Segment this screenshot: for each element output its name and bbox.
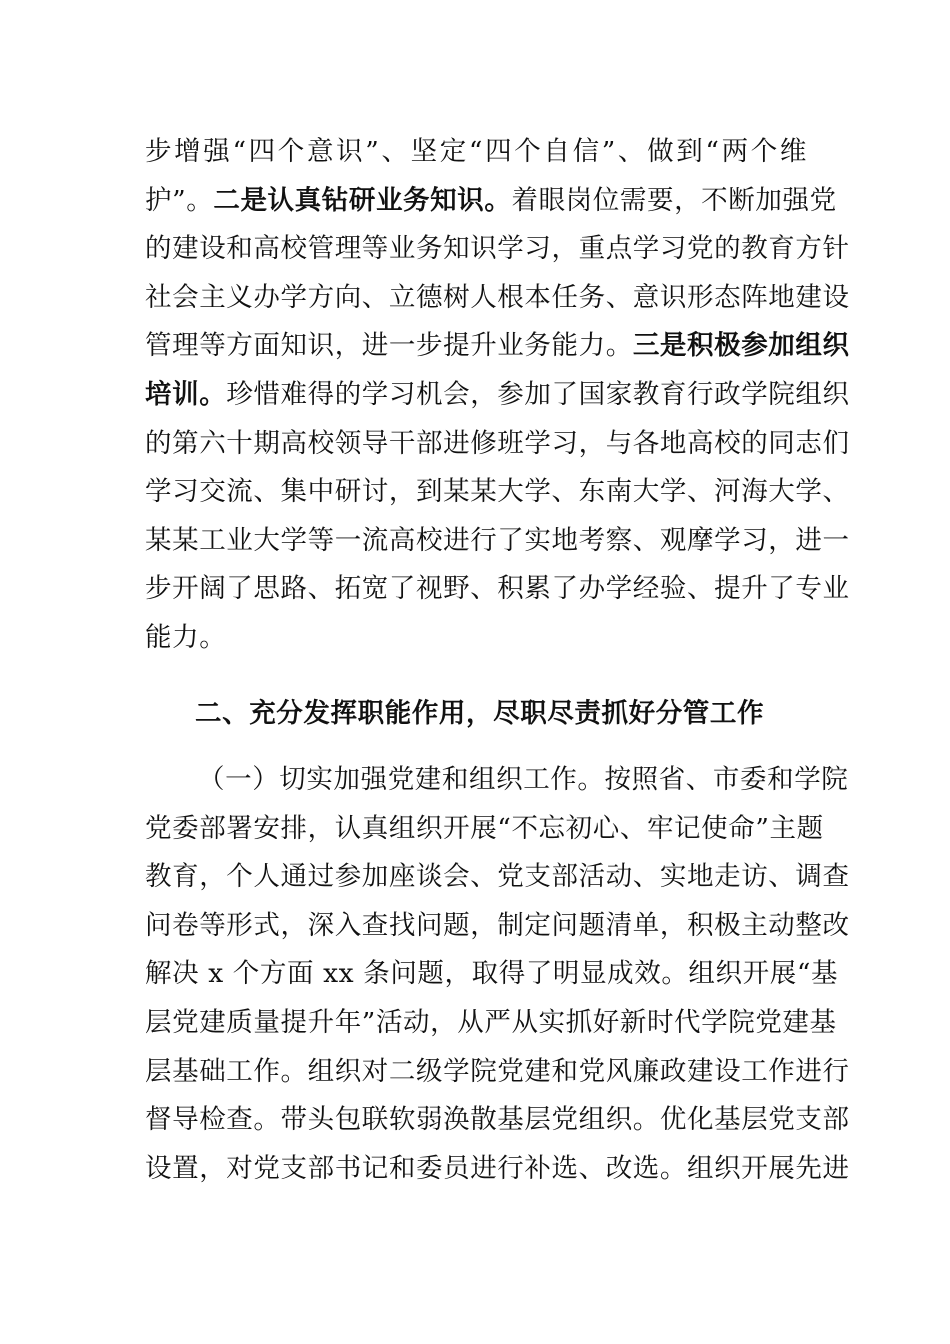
text-line [145,517,850,566]
text-segment: 的第六十期高校领导干部进修班学习，与各地高校的同志们 [145,427,850,459]
text-segment: 社会主义办学方向、立德树人根本任务、意识形态阵地建设 [145,281,850,313]
text-line [145,902,850,951]
text-line [145,805,824,854]
paragraph-party-building [145,756,850,1193]
text-segment: 层基础工作。组织对二级学院党建和党风廉政建设工作进行 [145,1055,850,1087]
text-line [145,565,850,614]
paragraph-study-training [145,128,850,663]
text-segment: 设置，对党支部书记和委员进行补选、改选。组织开展先进 [145,1152,850,1184]
text-line [145,177,837,226]
text-line [145,1145,850,1194]
section-heading-two: 二、充分发挥职能作用，尽职尽责抓好分管工作 [195,698,765,729]
text-segment: 护”。 [145,184,214,216]
text-line [145,322,850,371]
text-line [145,614,807,663]
text-segment: 步开阔了思路、拓宽了视野、积累了办学经验、提升了专业 [145,573,850,605]
text-segment: （一）切实加强党建和组织工作。按照省、市委和学院 [198,764,849,795]
text-segment: 着眼岗位需要，不断加强党 [511,184,837,216]
text-segment: 问卷等形式，深入查找问题，制定问题清单，积极主动整改 [145,909,850,941]
text-line [145,274,850,323]
text-segment: 珍惜难得的学习机会，参加了国家教育行政学院组织 [226,378,850,410]
text-segment: 督导检查。带头包联软弱涣散基层党组织。优化基层党支部 [145,1104,850,1136]
text-line [145,128,807,177]
text-line [145,420,850,469]
text-segment: 的建设和高校管理等业务知识学习，重点学习党的教育方针 [145,233,850,265]
bold-text-segment: 二是认真钻研业务知识。 [213,184,512,216]
text-line [145,853,850,902]
bold-text-segment: 培训。 [145,378,227,410]
text-segment: 层党建质量提升年”活动，从严从实抓好新时代学院党建基 [145,1006,837,1038]
text-line [145,756,849,805]
text-segment: 某某工业大学等一流高校进行了实地考察、观摩学习，进一 [145,524,850,556]
text-segment: 党委部署安排，认真组织开展“不忘初心、牢记使命”主题 [145,812,824,844]
text-segment: 解决 x 个方面 xx 条问题，取得了明显成效。组织开展“基 [145,958,839,990]
text-segment: 管理等方面知识，进一步提升业务能力。 [145,330,633,362]
text-segment: 步增强“四个意识”、坚定“四个自信”、做到“两个维 [145,136,807,167]
text-segment: 能力。 [145,621,227,653]
text-segment: 学习交流、集中研讨，到某某大学、东南大学、河海大学、 [145,476,850,508]
text-line [145,1096,850,1145]
text-line [145,950,839,999]
bold-text-segment: 三是积极参加组织 [632,330,850,362]
text-line [145,1048,850,1097]
text-line [145,999,837,1048]
text-line [145,225,850,274]
text-line [145,468,850,517]
text-segment: 教育，个人通过参加座谈会、党支部活动、实地走访、调查 [145,861,850,893]
text-line [145,371,850,420]
